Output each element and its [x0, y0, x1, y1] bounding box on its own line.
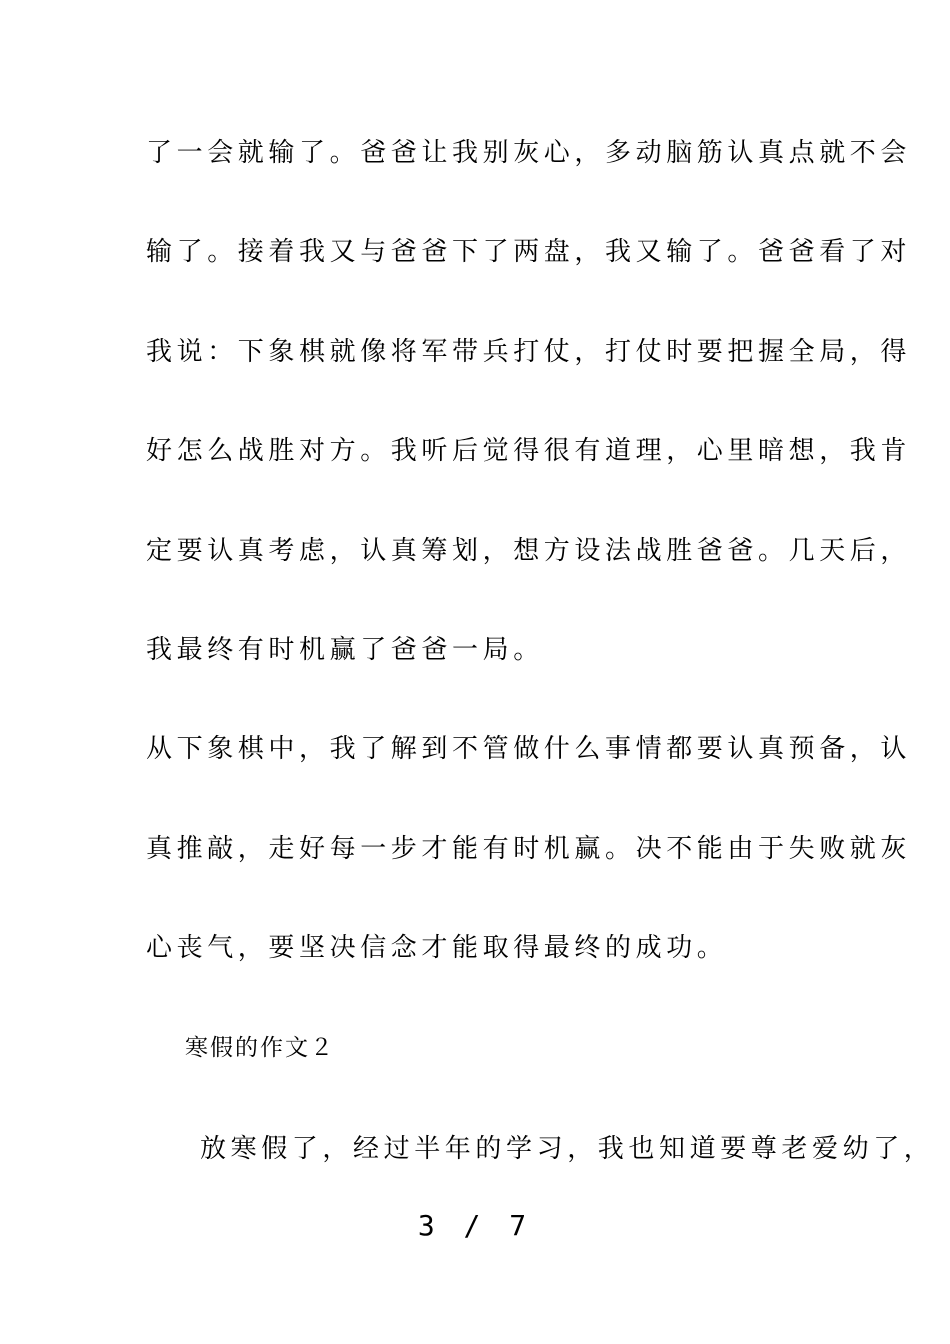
text-line: 了一会就输了。爸爸让我别灰心，多动脑筋认真点就不会	[146, 138, 912, 168]
text-line: 定要认真考虑，认真筹划，想方设法战胜爸爸。几天后，	[146, 536, 912, 566]
text-line: 从下象棋中，我了解到不管做什么事情都要认真预备，认	[146, 734, 912, 764]
section-heading: 寒假的作文２	[185, 1035, 335, 1061]
text-line: 心丧气，要坚决信念才能取得最终的成功。	[146, 933, 728, 963]
text-line: 我最终有时机赢了爸爸一局。	[146, 635, 544, 665]
text-line: 输了。接着我又与爸爸下了两盘，我又输了。爸爸看了对	[146, 237, 912, 267]
text-line: 放寒假了，经过半年的学习，我也知道要尊老爱幼了，	[200, 1134, 935, 1164]
page-number: 3 / 7	[417, 1209, 533, 1242]
text-line: 我说：下象棋就像将军带兵打仗，打仗时要把握全局，得	[146, 337, 912, 367]
text-line: 真推敲，走好每一步才能有时机赢。决不能由于失败就灰	[146, 834, 912, 864]
text-line: 好怎么战胜对方。我听后觉得很有道理，心里暗想，我肯	[146, 436, 912, 466]
